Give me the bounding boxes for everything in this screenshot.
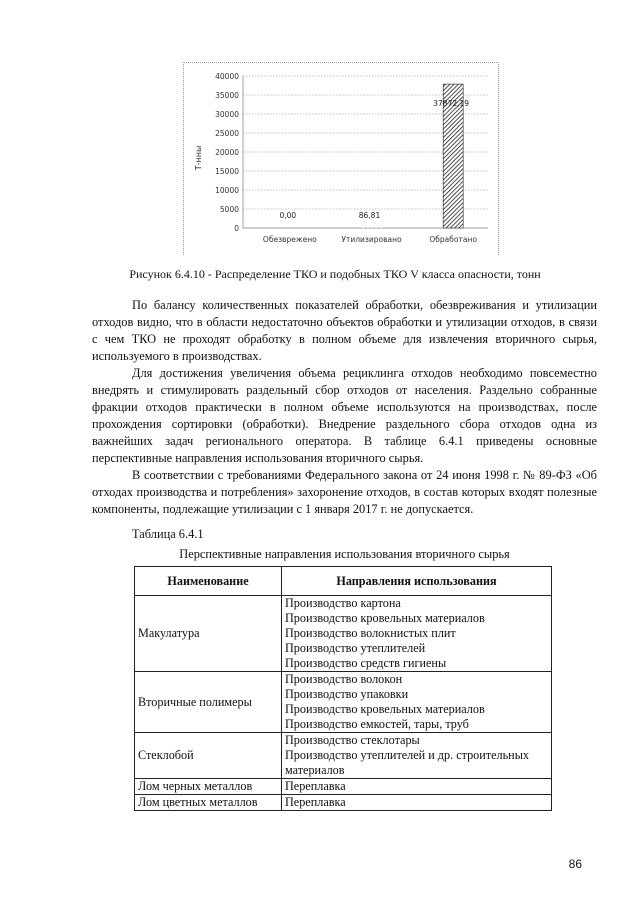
bar-value-label: 0,00 (279, 211, 297, 220)
paragraph-3-text: В соответствии с требованиями Федерального закона от 24 июня 1998 г. № 89-ФЗ «Об отходах производства и потребления» захоронение отходов, в состав которых входят полезные компоненты, подлежащие утилизации с 1 января 2017 г. не допускается. (92, 468, 597, 516)
table-row (135, 795, 552, 811)
bar-chart (183, 62, 497, 254)
paragraph-1 (92, 297, 597, 365)
row-name: Стеклобой (135, 733, 282, 779)
table-row (135, 733, 552, 779)
use-item: Производство стеклотары (285, 733, 420, 747)
y-tick-label: 30000 (215, 110, 239, 119)
y-tick-label: 0 (234, 224, 239, 233)
use-item: Производство упаковки (285, 687, 409, 701)
y-tick-label: 5000 (219, 205, 239, 214)
table-row (135, 779, 552, 795)
table-header-row (135, 567, 552, 596)
header-directions: Направления использования (282, 567, 552, 596)
table-label: Таблица 6.4.1 (132, 527, 204, 541)
y-tick-label: 35000 (215, 91, 239, 100)
row-uses (282, 795, 552, 811)
y-tick-label: 40000 (215, 72, 239, 81)
x-tick-label: Обработано (429, 235, 477, 244)
use-item: Производство утеплителей (285, 641, 426, 655)
row-uses (282, 596, 552, 672)
row-name: Макулатура (135, 596, 282, 672)
use-item: Производство волокнистых плит (285, 626, 456, 640)
use-item: Производство средств гигиены (285, 656, 447, 670)
x-tick-label: Утилизировано (341, 235, 402, 244)
y-axis-label: Т-нны (194, 145, 203, 171)
y-tick-label: 25000 (215, 129, 239, 138)
y-tick-label: 20000 (215, 148, 239, 157)
directions-table (134, 566, 552, 811)
header-name: Наименование (135, 567, 282, 596)
row-name: Лом цветных металлов (135, 795, 282, 811)
use-item: Производство кровельных материалов (285, 611, 485, 625)
paragraph-2-text: Для достижения увеличения объема рециклинга отходов необходимо повсеместно внедрять и стимулировать раздельный сбор отходов от населения. Раздельно собранные фракции отходов практически в полном объеме используются на производствах, после прохождения сортировки (обработки). Внедрение раздельного сбора отходов одна из важнейших задач регионального оператора. В таблице 6.4.1 приведены основные перспективные направления использования вторичного сырья. (92, 366, 597, 465)
table-row (135, 596, 552, 672)
paragraph-3 (92, 467, 597, 518)
use-item: Производство картона (285, 596, 401, 610)
use-item: Производство емкостей, тары, труб (285, 717, 469, 731)
table-row (135, 672, 552, 733)
page-number: 86 (568, 857, 582, 871)
bar-value-label: 86,81 (358, 211, 381, 220)
figure-caption: Рисунок 6.4.10 - Распределение ТКО и подобных ТКО V класса опасности, тонн (129, 267, 541, 281)
use-item: Переплавка (285, 779, 346, 793)
use-item: Переплавка (285, 795, 346, 809)
x-tick-label: Обезврежено (262, 235, 317, 244)
table-title: Перспективные направления использования вторичного сырья (179, 547, 510, 561)
row-uses (282, 672, 552, 733)
paragraph-1-text: По балансу количественных показателей обработки, обезвреживания и утилизации отходов видно, что в области недостаточно объектов обработки и утилизации отходов, в связи с чем ТКО не проходят обработку в полном объеме для извлечения вторичного сырья, используемого в производствах. (92, 298, 597, 363)
use-item: Производство кровельных материалов (285, 702, 485, 716)
row-name: Лом черных металлов (135, 779, 282, 795)
bar-value-label: 37872,19 (433, 99, 470, 109)
row-name: Вторичные полимеры (135, 672, 282, 733)
use-item: Производство утеплителей и др. строительных материалов (285, 748, 529, 777)
y-tick-label: 10000 (215, 186, 239, 195)
row-uses (282, 779, 552, 795)
use-item: Производство волокон (285, 672, 403, 686)
paragraph-2 (92, 365, 597, 467)
row-uses (282, 733, 552, 779)
y-tick-label: 15000 (215, 167, 239, 176)
